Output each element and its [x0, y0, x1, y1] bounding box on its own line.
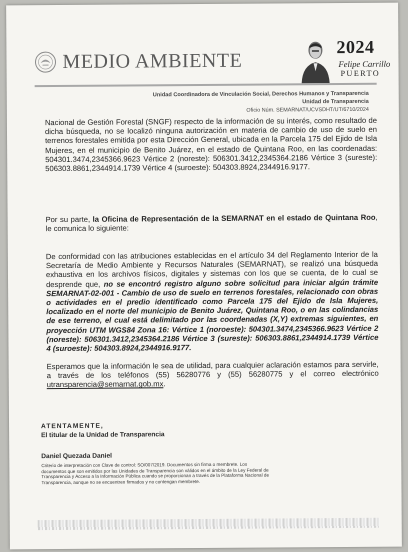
year-label: 2024	[336, 36, 375, 58]
paragraph-search-result: Nacional de Gestión Forestal (SNGF) respecto de la información de su interés, como resultado de dicha búsqueda, no se localizó ninguna autorización en materia de cambio de uso de suelo en terrenos forestales emitida por esta Dirección General, ubicada en la Parcela 175 del Ejido de Isla Mujeres, en el municipio de Benito Juárez, en el estado de Quintana Roo, en las coordenadas: 504301.3474,2345366.9623 Vértice 2 (noreste): 506301.3412,2345364.2186 Vértice 3 (sureste): 506303.8861,2344914.1739 Vértice 4 (suroeste): 504303.8924,2344916.9177.	[44, 115, 378, 174]
logo-text: MEDIO AMBIENTE	[62, 49, 243, 73]
unit-subtitle: Unidad de Transparencia	[302, 98, 369, 106]
header-divider	[35, 83, 377, 87]
criteria-note: Criterio de interpretación con Clave de control: SO/007/2019. Documentos sin firma o membrete. Los documentos que son emitidos por las Unidades de Transparencia son válidos en el ámbito de la Ley Federal de Transparencia y Acceso a la Información Pública cuando se proporcionan a través de la Plataforma Nacional de Transparencia, aunque no se encuentren firmados y no contengan membrete.	[41, 461, 270, 485]
governor-portrait	[298, 37, 332, 83]
p3-intro: De conformidad con las atribuciones establecidas en el artículo 34 del Reglamento Interior de la Secretaría de Medio Ambiente y Recursos Naturales (SEMARNAT), se realizó una búsqueda exhaustiva en los archivos físicos, digitales y sistemas con los que se cuenta, de lo cual se desprende que,	[45, 249, 379, 289]
p3-finding: no se encontró registro alguno sobre solicitud para iniciar algún trámite SEMARNAT-02-001 - Cambio de uso de suelo en terrenos forestales, relacionado con obras o actividades en el predio identificado como Parcela 175 del Ejido de Isla Mujeres, localizado en el norte del municipio de Benito Juárez, Quintana Roo, o en las colindancias de ese terreno, el cual está delimitado por las coordenadas (X,Y) extremas siguientes, en proyección UTM WGS84 Zona 16: Vértice 1 (noroeste): 504301.3474,2345366.9623 Vértice 2 (noreste): 506301.3412,2345364.2186 Vértice 3 (sureste): 506303.8861,2344914.1739 Vértice 4 (suroeste): 504303.8924,2344916.9177.	[46, 277, 379, 354]
p2-intro: Por su parte,	[45, 214, 93, 225]
governor-name: Felipe Carrillo	[338, 58, 391, 70]
oficio-number: Oficio Núm. SEMARNAT/UCVSDHT/UT/6710/2024	[246, 106, 369, 114]
p2-office: la Oficina de Representación de la SEMARNAT en el estado de Quintana Roo	[92, 212, 376, 224]
closing-greeting: ATENTAMENTE,	[41, 422, 104, 431]
paragraph-attributions	[46, 250, 379, 354]
governor-surname: PUERTO	[340, 68, 381, 79]
email-link[interactable]: utransparencia@semarnat.gob.mx	[46, 379, 164, 390]
paragraph-contact	[47, 360, 379, 390]
p4-intro: Esperamos que la información le sea de utilidad, para cualquier aclaración estamos para servirle, a través de los teléfonos (55) 56280776 y (55) 56280775 y el correo electrónico	[46, 359, 379, 381]
footer-band	[38, 518, 380, 530]
signer-name: Daniel Quezada Daniel	[41, 452, 113, 461]
closing-title: El titular de la Unidad de Transparencia	[41, 431, 165, 440]
p2-tail: , le comunica lo siguiente:	[45, 212, 378, 234]
document-page	[6, 3, 402, 550]
eagle-seal-icon	[34, 51, 56, 73]
unit-title: Unidad Coordinadora de Vinculación Social, Derechos Humanos y Transparencia	[152, 90, 369, 99]
p4-tail: .	[163, 379, 166, 389]
paragraph-representation	[46, 213, 378, 234]
